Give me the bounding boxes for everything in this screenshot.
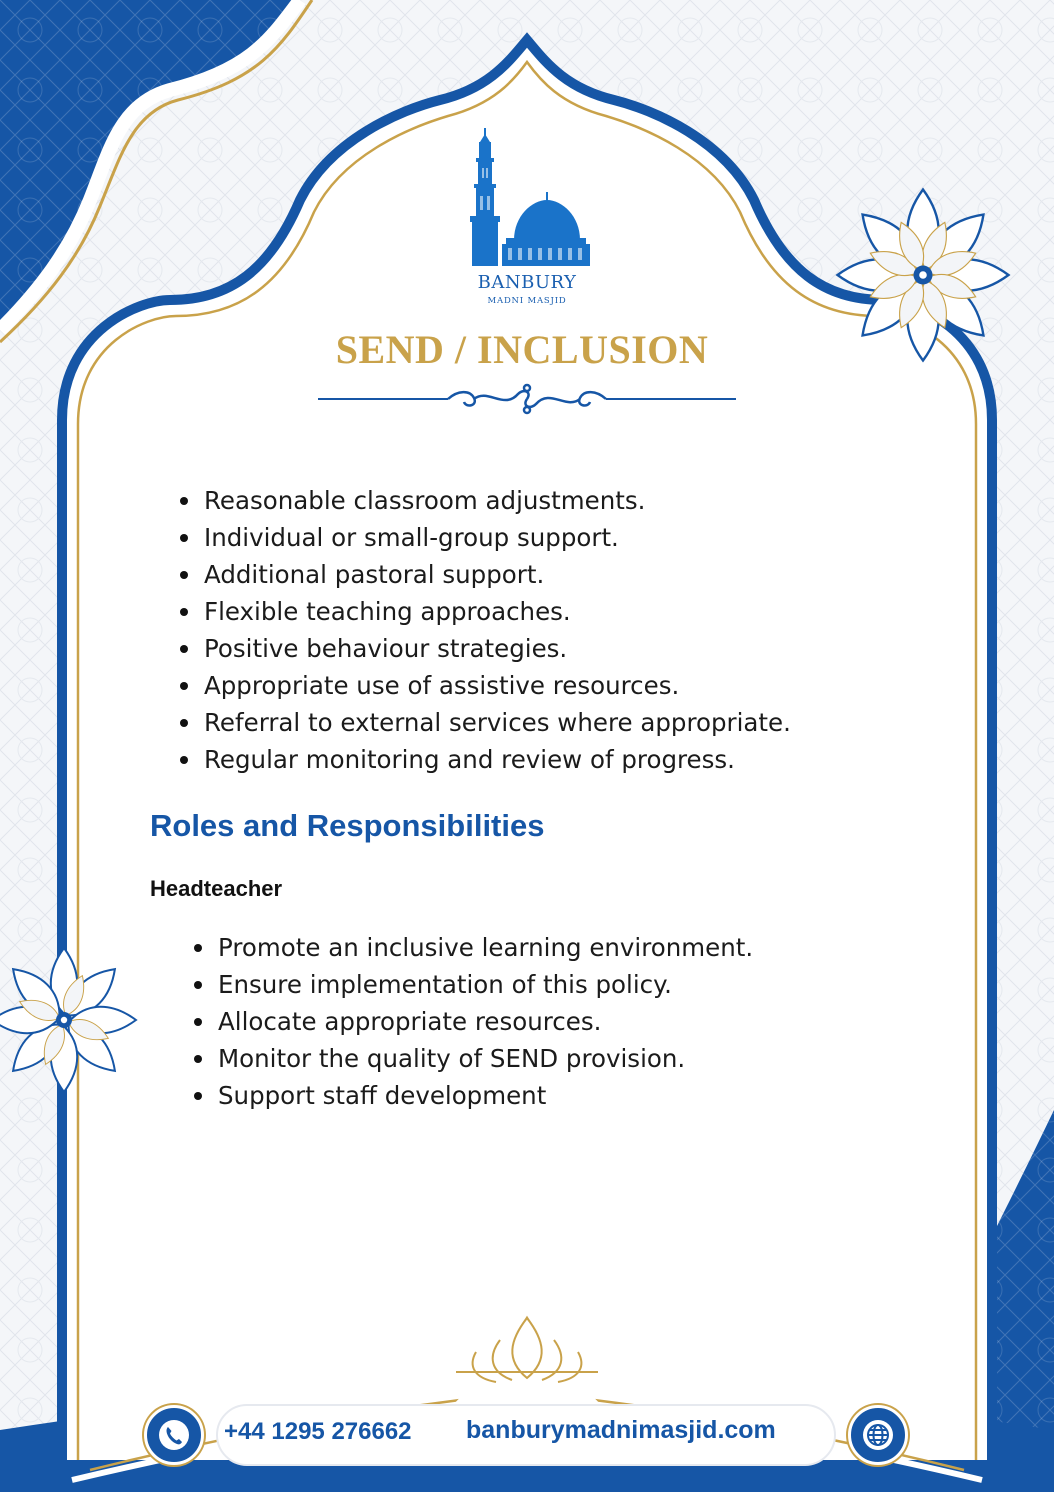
list-item: Support staff development <box>190 1077 753 1114</box>
list-item: Appropriate use of assistive resources. <box>176 667 791 704</box>
list-item: Promote an inclusive learning environment. <box>190 929 753 966</box>
list-item: Reasonable classroom adjustments. <box>176 482 791 519</box>
sub-heading: Headteacher <box>150 876 283 901</box>
phone-icon[interactable] <box>144 1405 204 1465</box>
ornamental-divider-icon <box>318 382 736 416</box>
provision-list <box>176 482 791 778</box>
list-item: Regular monitoring and review of progress. <box>176 741 791 778</box>
globe-icon[interactable] <box>848 1405 908 1465</box>
brand-name: BANBURY <box>477 272 577 293</box>
list-item: Flexible teaching approaches. <box>176 593 791 630</box>
list-item: Positive behaviour strategies. <box>176 630 791 667</box>
flower-ornament-icon <box>0 940 144 1100</box>
headteacher-responsibilities-list <box>190 929 753 1114</box>
list-item: Allocate appropriate resources. <box>190 1003 753 1040</box>
section-heading: Roles and Responsibilities <box>150 808 545 843</box>
website-link[interactable]: banburymadnimasjid.com <box>466 1416 776 1444</box>
list-item: Monitor the quality of SEND provision. <box>190 1040 753 1077</box>
phone-number-link[interactable]: +44 1295 276662 <box>224 1418 412 1445</box>
page-title: SEND / INCLUSION <box>335 327 709 372</box>
list-item: Ensure implementation of this policy. <box>190 966 753 1003</box>
list-item: Additional pastoral support. <box>176 556 791 593</box>
list-item: Referral to external services where appropriate. <box>176 704 791 741</box>
brand-subtitle: MADNI MASJID <box>487 296 567 306</box>
list-item: Individual or small-group support. <box>176 519 791 556</box>
flower-ornament-icon <box>828 180 1018 370</box>
